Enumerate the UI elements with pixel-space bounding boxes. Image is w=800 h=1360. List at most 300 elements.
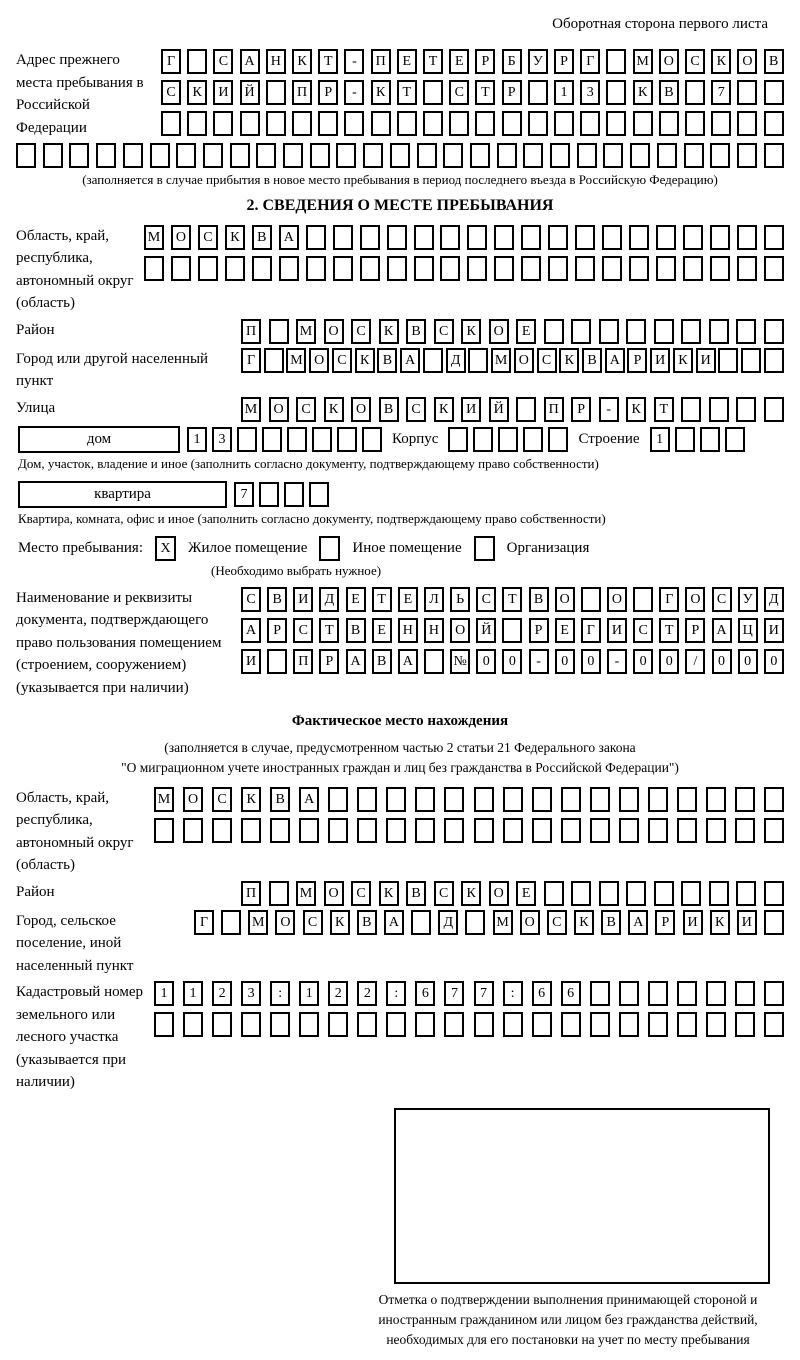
form-cell[interactable] xyxy=(619,981,639,1006)
form-cell[interactable]: Т xyxy=(659,618,679,643)
form-cell[interactable] xyxy=(648,981,668,1006)
form-cell[interactable]: М xyxy=(286,348,306,373)
form-cell[interactable]: О xyxy=(324,319,344,344)
form-cell[interactable]: 6 xyxy=(415,981,435,1006)
form-cell[interactable] xyxy=(333,256,353,281)
form-cell[interactable]: Г xyxy=(659,587,679,612)
form-cell[interactable] xyxy=(283,143,303,168)
form-cell[interactable]: К xyxy=(355,348,375,373)
form-cell[interactable] xyxy=(764,787,784,812)
form-cell[interactable] xyxy=(144,256,164,281)
form-cell[interactable]: Й xyxy=(240,80,260,105)
form-cell[interactable] xyxy=(397,111,417,136)
form-cell[interactable]: К xyxy=(241,787,261,812)
form-cell[interactable] xyxy=(606,111,626,136)
form-cell[interactable]: Г xyxy=(161,49,181,74)
form-cell[interactable]: 7 xyxy=(711,80,731,105)
form-cell[interactable] xyxy=(736,881,756,906)
form-cell[interactable] xyxy=(444,787,464,812)
form-cell[interactable]: В xyxy=(346,618,366,643)
form-cell[interactable]: 7 xyxy=(474,981,494,1006)
form-cell[interactable] xyxy=(700,427,720,452)
form-cell[interactable]: 0 xyxy=(502,649,522,674)
form-cell[interactable] xyxy=(681,881,701,906)
form-cell[interactable]: Д xyxy=(438,910,458,935)
form-cell[interactable]: У xyxy=(528,49,548,74)
form-cell[interactable]: В xyxy=(601,910,621,935)
form-cell[interactable] xyxy=(602,256,622,281)
form-cell[interactable] xyxy=(444,818,464,843)
form-cell[interactable]: Н xyxy=(266,49,286,74)
form-cell[interactable]: В xyxy=(372,649,392,674)
form-cell[interactable]: № xyxy=(450,649,470,674)
form-cell[interactable]: О xyxy=(555,587,575,612)
form-cell[interactable]: С xyxy=(406,397,426,422)
form-cell[interactable]: В xyxy=(764,49,784,74)
form-cell[interactable] xyxy=(554,111,574,136)
form-cell[interactable]: Р xyxy=(475,49,495,74)
form-cell[interactable] xyxy=(299,1012,319,1037)
form-cell[interactable]: - xyxy=(607,649,627,674)
form-cell[interactable] xyxy=(764,881,784,906)
form-cell[interactable]: В xyxy=(582,348,602,373)
form-cell[interactable]: С xyxy=(434,319,454,344)
form-cell[interactable]: С xyxy=(303,910,323,935)
form-cell[interactable]: Е xyxy=(398,587,418,612)
form-cell[interactable] xyxy=(764,256,784,281)
form-cell[interactable]: О xyxy=(275,910,295,935)
form-cell[interactable] xyxy=(123,143,143,168)
form-cell[interactable]: О xyxy=(520,910,540,935)
form-cell[interactable] xyxy=(213,111,233,136)
form-cell[interactable] xyxy=(475,111,495,136)
form-cell[interactable] xyxy=(709,881,729,906)
form-cell[interactable]: И xyxy=(293,587,313,612)
form-cell[interactable]: Р xyxy=(627,348,647,373)
form-cell[interactable] xyxy=(465,910,485,935)
form-cell[interactable] xyxy=(337,427,357,452)
form-cell[interactable] xyxy=(648,1012,668,1037)
form-cell[interactable] xyxy=(284,482,304,507)
form-cell[interactable] xyxy=(590,981,610,1006)
form-cell[interactable]: А xyxy=(712,618,732,643)
form-cell[interactable]: С xyxy=(198,225,218,250)
form-cell[interactable] xyxy=(764,818,784,843)
form-cell[interactable] xyxy=(575,225,595,250)
form-cell[interactable] xyxy=(550,143,570,168)
form-cell[interactable]: С xyxy=(332,348,352,373)
form-cell[interactable] xyxy=(262,427,282,452)
form-cell[interactable]: 3 xyxy=(241,981,261,1006)
form-cell[interactable]: Г xyxy=(241,348,261,373)
form-cell[interactable] xyxy=(414,256,434,281)
form-cell[interactable] xyxy=(629,225,649,250)
form-cell[interactable]: Р xyxy=(502,80,522,105)
form-cell[interactable]: 0 xyxy=(659,649,679,674)
form-cell[interactable]: К xyxy=(461,319,481,344)
form-cell[interactable] xyxy=(544,319,564,344)
form-cell[interactable]: П xyxy=(371,49,391,74)
form-cell[interactable] xyxy=(360,225,380,250)
form-cell[interactable] xyxy=(448,427,468,452)
form-cell[interactable] xyxy=(467,225,487,250)
form-cell[interactable] xyxy=(764,225,784,250)
form-cell[interactable]: П xyxy=(292,80,312,105)
form-cell[interactable] xyxy=(386,1012,406,1037)
form-cell[interactable]: П xyxy=(544,397,564,422)
form-cell[interactable]: К xyxy=(187,80,207,105)
form-cell[interactable] xyxy=(735,818,755,843)
form-cell[interactable]: В xyxy=(379,397,399,422)
form-cell[interactable] xyxy=(266,80,286,105)
form-cell[interactable]: Д xyxy=(764,587,784,612)
form-cell[interactable]: 2 xyxy=(212,981,232,1006)
form-cell[interactable]: С xyxy=(547,910,567,935)
form-cell[interactable] xyxy=(764,80,784,105)
form-cell[interactable] xyxy=(240,111,260,136)
form-cell[interactable]: С xyxy=(712,587,732,612)
form-cell[interactable]: Е xyxy=(372,618,392,643)
form-cell[interactable] xyxy=(150,143,170,168)
stay-type-checkbox-other[interactable] xyxy=(319,536,340,561)
form-cell[interactable] xyxy=(328,787,348,812)
form-cell[interactable] xyxy=(710,225,730,250)
form-cell[interactable]: М xyxy=(493,910,513,935)
form-cell[interactable]: С xyxy=(213,49,233,74)
form-cell[interactable]: 2 xyxy=(357,981,377,1006)
form-cell[interactable]: С xyxy=(241,587,261,612)
form-cell[interactable] xyxy=(363,143,383,168)
form-cell[interactable] xyxy=(237,427,257,452)
form-cell[interactable]: Г xyxy=(581,618,601,643)
form-cell[interactable]: А xyxy=(241,618,261,643)
form-cell[interactable] xyxy=(681,319,701,344)
form-cell[interactable]: С xyxy=(212,787,232,812)
form-cell[interactable] xyxy=(718,348,738,373)
form-cell[interactable] xyxy=(523,143,543,168)
form-cell[interactable] xyxy=(183,818,203,843)
form-cell[interactable]: Д xyxy=(319,587,339,612)
form-cell[interactable] xyxy=(336,143,356,168)
form-cell[interactable]: С xyxy=(293,618,313,643)
form-cell[interactable] xyxy=(415,818,435,843)
form-cell[interactable]: - xyxy=(344,80,364,105)
form-cell[interactable]: О xyxy=(489,319,509,344)
form-cell[interactable] xyxy=(532,818,552,843)
form-cell[interactable]: 1 xyxy=(183,981,203,1006)
form-cell[interactable]: В xyxy=(377,348,397,373)
form-cell[interactable] xyxy=(387,256,407,281)
form-cell[interactable] xyxy=(270,818,290,843)
form-cell[interactable]: М xyxy=(248,910,268,935)
form-cell[interactable]: В xyxy=(659,80,679,105)
form-cell[interactable]: 1 xyxy=(154,981,174,1006)
form-cell[interactable]: В xyxy=(252,225,272,250)
form-cell[interactable] xyxy=(577,143,597,168)
form-cell[interactable]: М xyxy=(296,881,316,906)
form-cell[interactable]: Е xyxy=(516,881,536,906)
form-cell[interactable]: О xyxy=(183,787,203,812)
form-cell[interactable] xyxy=(497,143,517,168)
form-cell[interactable] xyxy=(333,225,353,250)
form-cell[interactable] xyxy=(306,225,326,250)
form-cell[interactable] xyxy=(414,225,434,250)
form-cell[interactable] xyxy=(423,348,443,373)
form-cell[interactable] xyxy=(741,348,761,373)
form-cell[interactable] xyxy=(503,1012,523,1037)
form-cell[interactable]: : xyxy=(386,981,406,1006)
form-cell[interactable] xyxy=(619,1012,639,1037)
form-cell[interactable] xyxy=(328,818,348,843)
form-cell[interactable] xyxy=(683,256,703,281)
form-cell[interactable] xyxy=(411,910,431,935)
form-cell[interactable] xyxy=(677,818,697,843)
form-cell[interactable] xyxy=(187,111,207,136)
form-cell[interactable]: И xyxy=(213,80,233,105)
form-cell[interactable] xyxy=(299,818,319,843)
form-cell[interactable]: К xyxy=(292,49,312,74)
form-cell[interactable] xyxy=(279,256,299,281)
form-cell[interactable] xyxy=(386,818,406,843)
form-cell[interactable] xyxy=(736,397,756,422)
form-cell[interactable] xyxy=(711,111,731,136)
form-cell[interactable]: И xyxy=(607,618,627,643)
form-cell[interactable] xyxy=(764,910,784,935)
form-cell[interactable]: А xyxy=(346,649,366,674)
form-cell[interactable]: О xyxy=(514,348,534,373)
form-cell[interactable]: Р xyxy=(318,80,338,105)
form-cell[interactable]: К xyxy=(711,49,731,74)
form-cell[interactable]: / xyxy=(685,649,705,674)
form-cell[interactable]: 0 xyxy=(764,649,784,674)
form-cell[interactable]: М xyxy=(241,397,261,422)
form-cell[interactable] xyxy=(626,881,646,906)
form-cell[interactable] xyxy=(371,111,391,136)
form-cell[interactable] xyxy=(267,649,287,674)
form-cell[interactable]: Т xyxy=(318,49,338,74)
form-cell[interactable]: 0 xyxy=(712,649,732,674)
form-cell[interactable]: В xyxy=(270,787,290,812)
form-cell[interactable] xyxy=(675,427,695,452)
form-cell[interactable] xyxy=(470,143,490,168)
form-cell[interactable]: М xyxy=(144,225,164,250)
form-cell[interactable]: Р xyxy=(267,618,287,643)
form-cell[interactable]: С xyxy=(633,618,653,643)
form-cell[interactable]: 0 xyxy=(555,649,575,674)
form-cell[interactable]: В xyxy=(406,319,426,344)
form-cell[interactable]: А xyxy=(400,348,420,373)
form-cell[interactable]: 6 xyxy=(532,981,552,1006)
form-cell[interactable]: Р xyxy=(655,910,675,935)
form-cell[interactable]: О xyxy=(737,49,757,74)
form-cell[interactable] xyxy=(386,787,406,812)
form-cell[interactable] xyxy=(737,225,757,250)
form-cell[interactable]: И xyxy=(461,397,481,422)
form-cell[interactable] xyxy=(309,482,329,507)
form-cell[interactable] xyxy=(603,143,623,168)
form-cell[interactable]: Т xyxy=(654,397,674,422)
form-cell[interactable]: А xyxy=(628,910,648,935)
form-cell[interactable]: Н xyxy=(398,618,418,643)
form-cell[interactable]: К xyxy=(559,348,579,373)
form-cell[interactable] xyxy=(633,587,653,612)
form-cell[interactable]: Е xyxy=(397,49,417,74)
stay-type-checkbox-organization[interactable] xyxy=(474,536,495,561)
form-cell[interactable] xyxy=(685,80,705,105)
form-cell[interactable]: М xyxy=(491,348,511,373)
form-cell[interactable] xyxy=(709,319,729,344)
form-cell[interactable]: М xyxy=(296,319,316,344)
form-cell[interactable] xyxy=(269,881,289,906)
form-cell[interactable] xyxy=(735,787,755,812)
form-cell[interactable]: М xyxy=(154,787,174,812)
form-cell[interactable] xyxy=(198,256,218,281)
form-cell[interactable] xyxy=(561,1012,581,1037)
form-cell[interactable]: О xyxy=(607,587,627,612)
form-cell[interactable] xyxy=(710,256,730,281)
form-cell[interactable] xyxy=(677,981,697,1006)
form-cell[interactable]: М xyxy=(633,49,653,74)
form-cell[interactable] xyxy=(502,618,522,643)
form-cell[interactable]: К xyxy=(225,225,245,250)
form-cell[interactable]: Е xyxy=(516,319,536,344)
form-cell[interactable]: Е xyxy=(346,587,366,612)
form-cell[interactable]: С xyxy=(537,348,557,373)
form-cell[interactable] xyxy=(269,319,289,344)
form-cell[interactable] xyxy=(360,256,380,281)
form-cell[interactable]: С xyxy=(351,319,371,344)
form-cell[interactable]: И xyxy=(764,618,784,643)
form-cell[interactable]: Г xyxy=(580,49,600,74)
form-cell[interactable] xyxy=(619,787,639,812)
form-cell[interactable]: А xyxy=(605,348,625,373)
form-cell[interactable] xyxy=(659,111,679,136)
form-cell[interactable]: О xyxy=(351,397,371,422)
form-cell[interactable] xyxy=(256,143,276,168)
form-cell[interactable]: Л xyxy=(424,587,444,612)
form-cell[interactable]: Н xyxy=(424,618,444,643)
form-cell[interactable]: Т xyxy=(423,49,443,74)
form-cell[interactable]: П xyxy=(241,881,261,906)
form-cell[interactable]: О xyxy=(659,49,679,74)
form-cell[interactable]: И xyxy=(650,348,670,373)
form-cell[interactable] xyxy=(440,225,460,250)
form-cell[interactable]: К xyxy=(434,397,454,422)
form-cell[interactable]: К xyxy=(371,80,391,105)
form-cell[interactable]: П xyxy=(293,649,313,674)
form-cell[interactable] xyxy=(415,1012,435,1037)
form-cell[interactable]: И xyxy=(696,348,716,373)
form-cell[interactable] xyxy=(561,787,581,812)
form-cell[interactable] xyxy=(710,143,730,168)
form-cell[interactable] xyxy=(468,348,488,373)
form-cell[interactable]: 0 xyxy=(633,649,653,674)
form-cell[interactable] xyxy=(474,818,494,843)
form-cell[interactable]: Т xyxy=(319,618,339,643)
form-cell[interactable] xyxy=(528,111,548,136)
form-cell[interactable]: Р xyxy=(685,618,705,643)
form-cell[interactable] xyxy=(523,427,543,452)
form-cell[interactable] xyxy=(764,319,784,344)
form-cell[interactable]: Р xyxy=(554,49,574,74)
form-cell[interactable] xyxy=(648,787,668,812)
form-cell[interactable] xyxy=(387,225,407,250)
form-cell[interactable]: О xyxy=(489,881,509,906)
form-cell[interactable] xyxy=(225,256,245,281)
form-cell[interactable]: С xyxy=(685,49,705,74)
form-cell[interactable] xyxy=(532,1012,552,1037)
form-cell[interactable] xyxy=(424,649,444,674)
form-cell[interactable] xyxy=(602,225,622,250)
form-cell[interactable] xyxy=(171,256,191,281)
form-cell[interactable] xyxy=(241,1012,261,1037)
form-cell[interactable]: 1 xyxy=(650,427,670,452)
form-cell[interactable]: С xyxy=(434,881,454,906)
form-cell[interactable]: 1 xyxy=(299,981,319,1006)
form-cell[interactable] xyxy=(154,1012,174,1037)
form-cell[interactable] xyxy=(473,427,493,452)
form-cell[interactable] xyxy=(629,256,649,281)
form-cell[interactable] xyxy=(287,427,307,452)
form-cell[interactable]: : xyxy=(503,981,523,1006)
form-cell[interactable]: О xyxy=(450,618,470,643)
form-cell[interactable] xyxy=(648,818,668,843)
form-cell[interactable]: Е xyxy=(449,49,469,74)
form-cell[interactable]: 1 xyxy=(554,80,574,105)
form-cell[interactable]: 7 xyxy=(234,482,254,507)
form-cell[interactable]: И xyxy=(683,910,703,935)
form-cell[interactable]: К xyxy=(626,397,646,422)
form-cell[interactable]: К xyxy=(379,319,399,344)
form-cell[interactable] xyxy=(606,80,626,105)
form-cell[interactable] xyxy=(656,225,676,250)
form-cell[interactable]: Д xyxy=(446,348,466,373)
form-cell[interactable] xyxy=(252,256,272,281)
form-cell[interactable] xyxy=(725,427,745,452)
form-cell[interactable]: И xyxy=(737,910,757,935)
form-cell[interactable]: С xyxy=(476,587,496,612)
form-cell[interactable] xyxy=(203,143,223,168)
form-cell[interactable] xyxy=(259,482,279,507)
form-cell[interactable]: 2 xyxy=(328,981,348,1006)
form-cell[interactable] xyxy=(548,427,568,452)
form-cell[interactable]: К xyxy=(324,397,344,422)
form-cell[interactable]: 0 xyxy=(476,649,496,674)
form-cell[interactable]: В xyxy=(529,587,549,612)
form-cell[interactable] xyxy=(590,787,610,812)
form-cell[interactable] xyxy=(494,256,514,281)
form-cell[interactable] xyxy=(575,256,595,281)
form-cell[interactable]: А xyxy=(384,910,404,935)
form-cell[interactable] xyxy=(626,319,646,344)
form-cell[interactable] xyxy=(735,1012,755,1037)
form-cell[interactable] xyxy=(764,981,784,1006)
form-cell[interactable] xyxy=(736,319,756,344)
form-cell[interactable]: 6 xyxy=(561,981,581,1006)
form-cell[interactable] xyxy=(709,397,729,422)
form-cell[interactable]: С xyxy=(351,881,371,906)
form-cell[interactable] xyxy=(599,319,619,344)
form-cell[interactable] xyxy=(590,818,610,843)
form-cell[interactable]: 3 xyxy=(212,427,232,452)
form-cell[interactable] xyxy=(521,225,541,250)
form-cell[interactable] xyxy=(312,427,332,452)
form-cell[interactable] xyxy=(357,818,377,843)
form-cell[interactable] xyxy=(221,910,241,935)
form-cell[interactable] xyxy=(764,397,784,422)
form-cell[interactable] xyxy=(443,143,463,168)
form-cell[interactable]: Й xyxy=(476,618,496,643)
